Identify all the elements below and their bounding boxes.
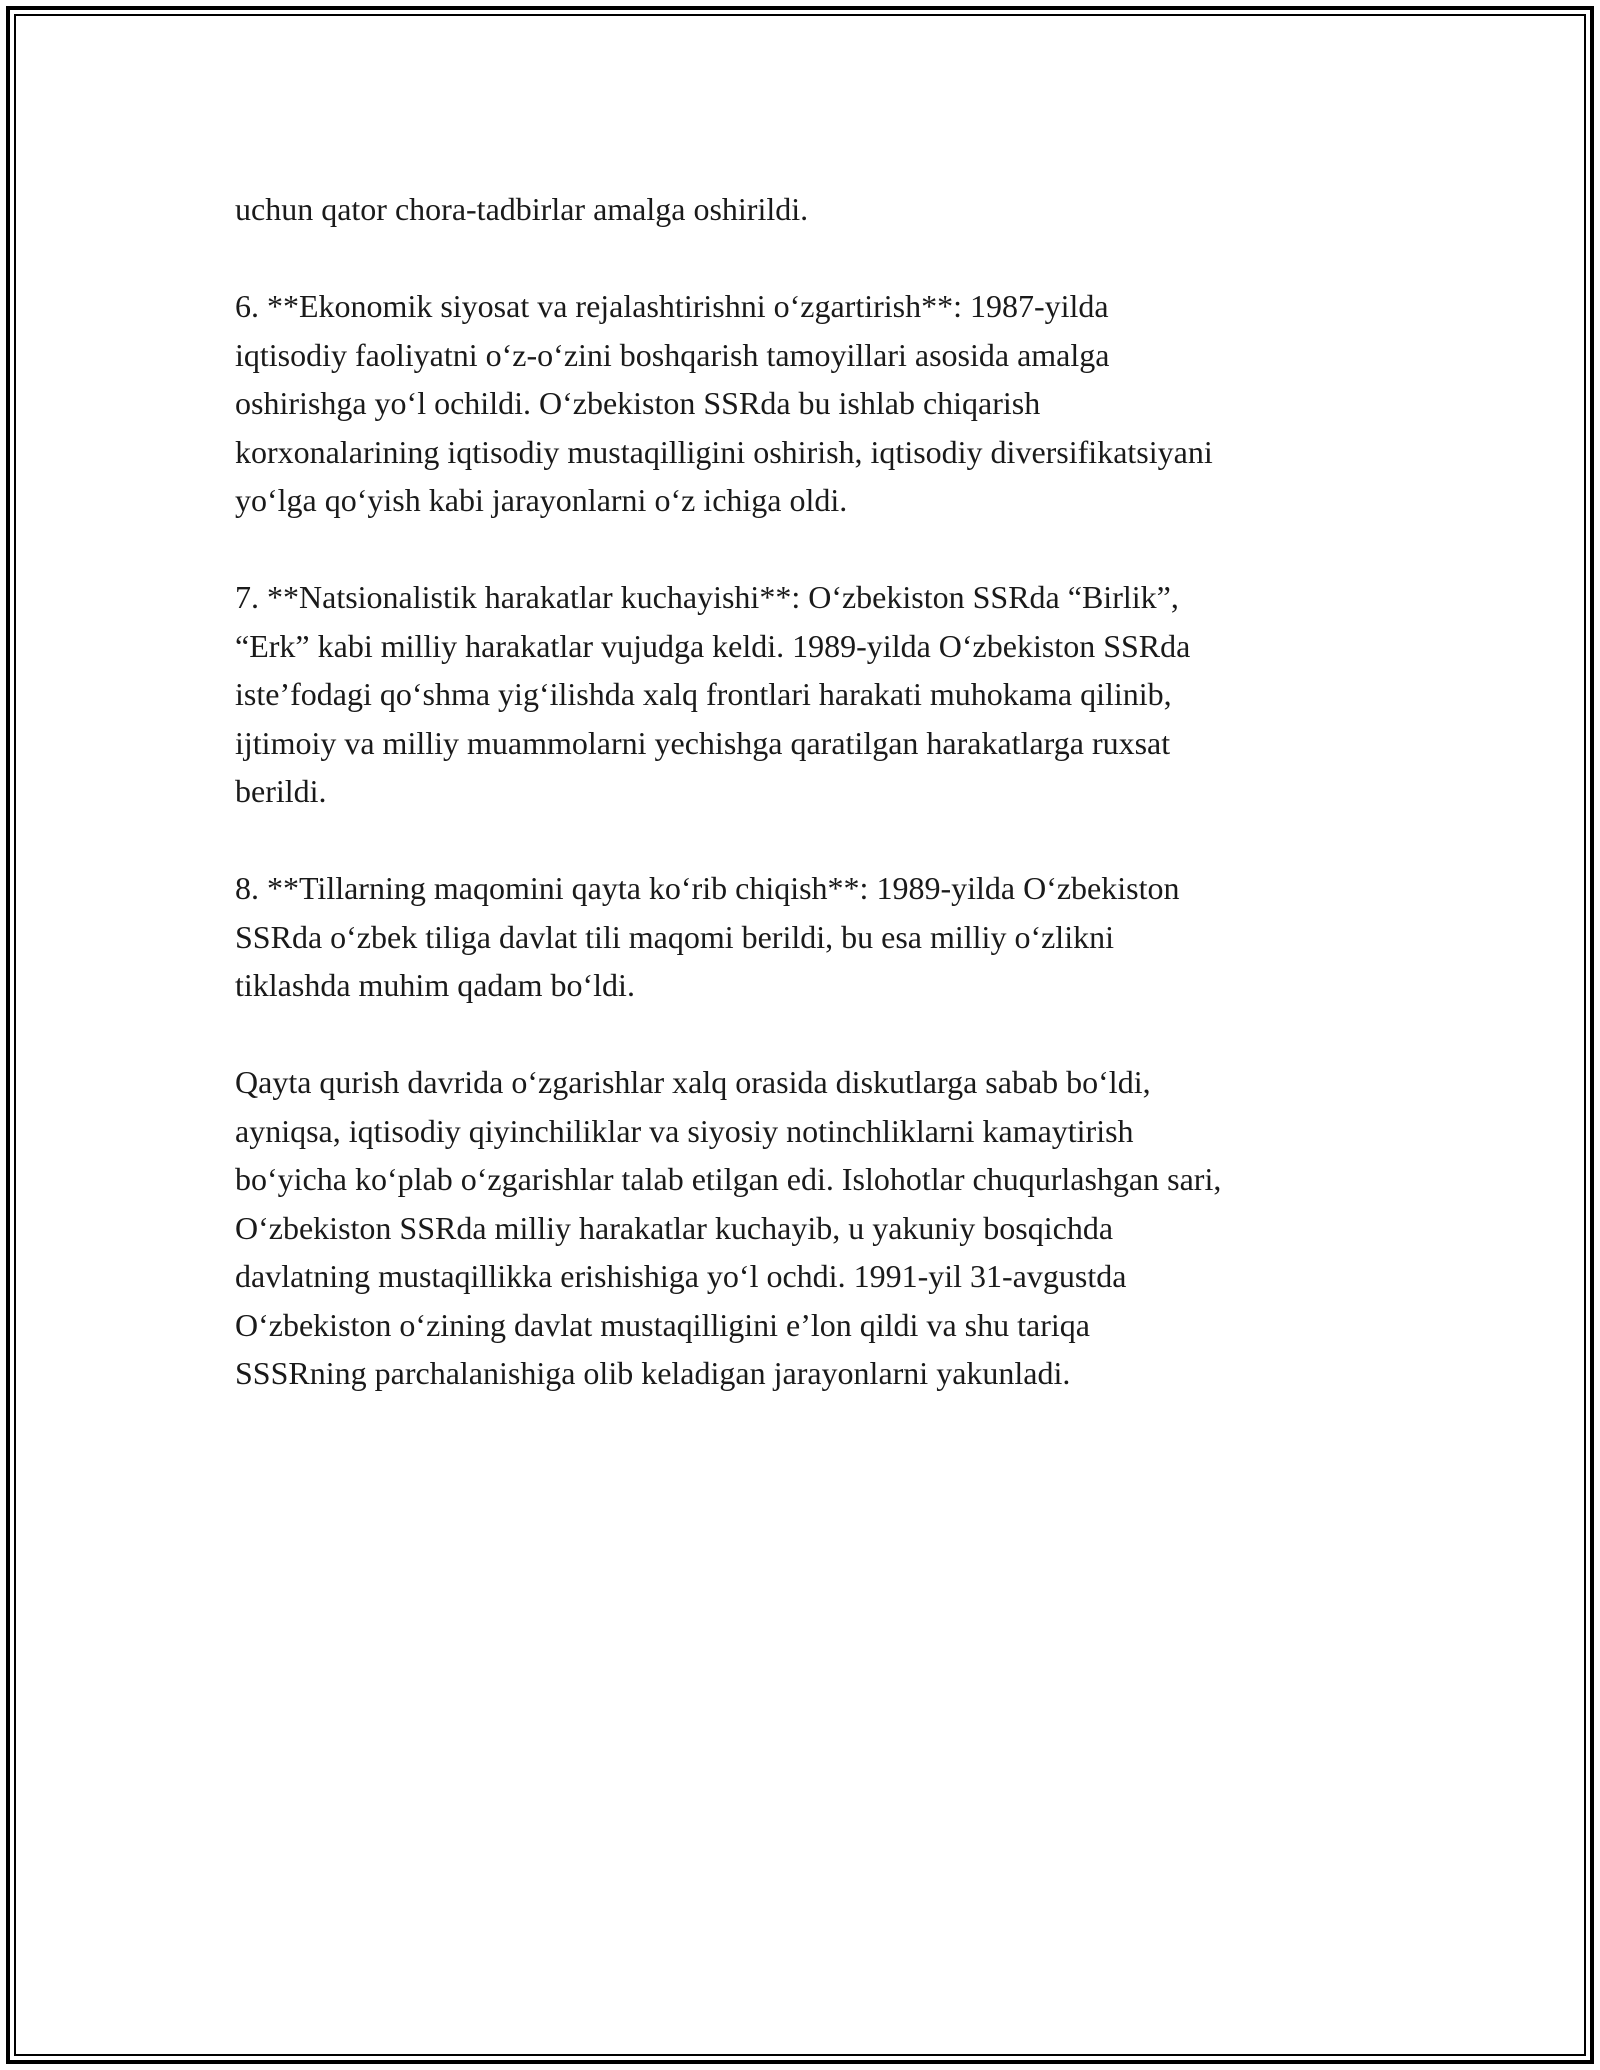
- text-line: bo‘yicha ko‘plab o‘zgarishlar talab etilgan edi. Islohotlar chuqurlashgan sari,: [235, 1161, 1222, 1197]
- text-line: O‘zbekiston o‘zining davlat mustaqilligini e’lon qildi va shu tariqa: [235, 1306, 1090, 1343]
- text-line: 6. **Ekonomik siyosat va rejalashtirishni o‘zgartirish**: 1987-yilda: [235, 288, 1109, 324]
- text-line: berildi.: [235, 773, 327, 809]
- text-line: O‘zbekiston SSRda milliy harakatlar kuchayib, u yakuniy bosqichda: [235, 1209, 1114, 1246]
- paragraph-item-6: [235, 282, 1375, 525]
- text-line: 8. **Tillarning maqomini qayta ko‘rib chiqish**: 1989-yilda O‘zbekiston: [235, 870, 1180, 906]
- text-line: “Erk” kabi milliy harakatlar vujudga keldi. 1989-yilda O‘zbekiston SSRda: [235, 627, 1191, 664]
- paragraph-conclusion: [235, 1058, 1375, 1398]
- text-line: SSRda o‘zbek tiliga davlat tili maqomi berildi, bu esa milliy o‘zlikni: [235, 918, 1114, 955]
- text-line: tiklashda muhim qadam bo‘ldi.: [235, 967, 635, 1003]
- text-line: ijtimoiy va milliy muammolarni yechishga qaratilgan harakatlarga ruxsat: [235, 724, 1171, 761]
- text-line: 7. **Natsionalistik harakatlar kuchayishi**: O‘zbekiston SSRda “Birlik”,: [235, 579, 1179, 615]
- text-line: ayniqsa, iqtisodiy qiyinchiliklar va siyosiy notinchliklarni kamaytirish: [235, 1112, 1134, 1149]
- text-line: iste’fodagi qo‘shma yig‘ilishda xalq frontlari harakati muhokama qilinib,: [235, 676, 1172, 712]
- text-line: oshirishga yo‘l ochildi. O‘zbekiston SSRda bu ishlab chiqarish: [235, 385, 1041, 421]
- text-line: korxonalarining iqtisodiy mustaqilligini oshirish, iqtisodiy diversifikatsiyani: [235, 433, 1213, 470]
- text-line: yo‘lga qo‘yish kabi jarayonlarni o‘z ichiga oldi.: [235, 482, 848, 518]
- text-line: Qayta qurish davrida o‘zgarishlar xalq orasida diskutlarga sabab bo‘ldi,: [235, 1064, 1151, 1100]
- text-line: iqtisodiy faoliyatni o‘z-o‘zini boshqarish tamoyillari asosida amalga: [235, 336, 1110, 373]
- text-line: uchun qator chora-tadbirlar amalga oshirildi.: [235, 191, 809, 227]
- document-body: [235, 185, 1375, 1446]
- paragraph-continuation: [235, 185, 1375, 234]
- paragraph-item-7: [235, 573, 1375, 816]
- text-line: SSSRning parchalanishiga olib keladigan jarayonlarni yakunladi.: [235, 1355, 1071, 1391]
- paragraph-item-8: [235, 864, 1375, 1010]
- text-line: davlatning mustaqillikka erishishiga yo‘l ochdi. 1991-yil 31-avgustda: [235, 1258, 1127, 1294]
